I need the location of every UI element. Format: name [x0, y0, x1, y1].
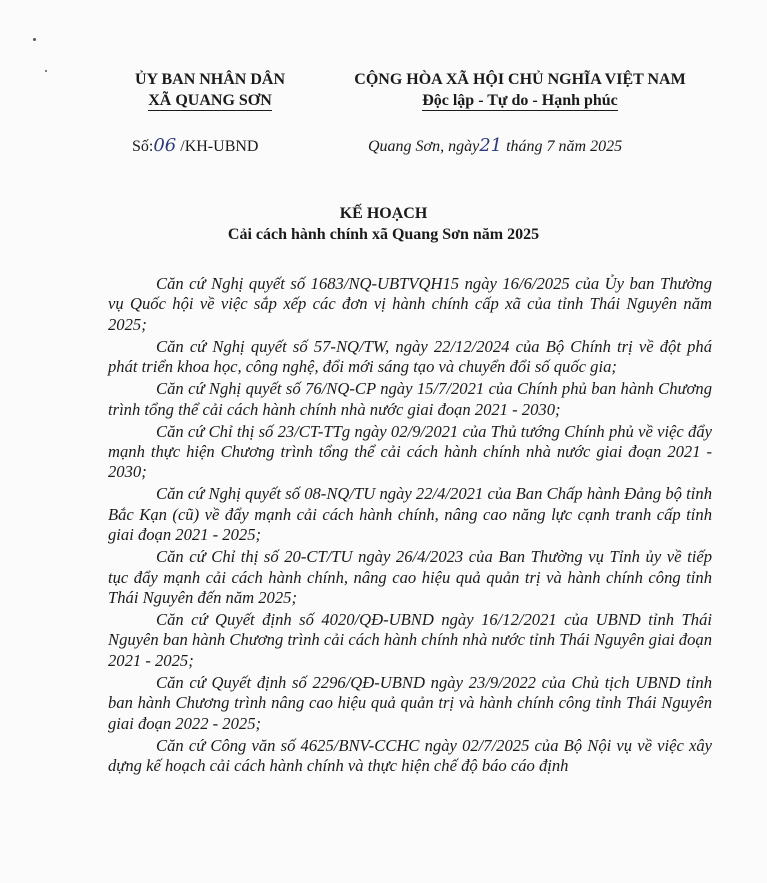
issuing-agency — [110, 69, 310, 111]
commune-name: XÃ QUANG SƠN — [148, 92, 272, 109]
document-body — [108, 274, 712, 778]
date-rest: tháng 7 năm 2025 — [506, 138, 623, 155]
legal-basis-paragraph: Căn cứ Công văn số 4625/BNV-CCHC ngày 02/7/2025 của Bộ Nội vụ về việc xây dựng kế hoạch cải cách hành chính và thực hiện chế độ báo cáo định — [108, 735, 712, 776]
legal-basis-paragraph: Căn cứ Nghị quyết số 1683/NQ-UBTVQH15 ngày 16/6/2025 của Ủy ban Thường vụ Quốc hội về việc sắp xếp các đơn vị hành chính cấp xã của tỉnh Thái Nguyên năm 2025; — [108, 274, 712, 334]
legal-basis-paragraph: Căn cứ Nghị quyết số 76/NQ-CP ngày 15/7/2021 của Chính phủ ban hành Chương trình tổng thể cải cách hành chính nhà nước giai đoạn 2021 - 2030; — [108, 379, 712, 419]
national-title: CỘNG HÒA XÃ HỘI CHỦ NGHĨA VIỆT NAM — [354, 71, 686, 88]
number-prefix: Số: — [132, 138, 154, 155]
scan-speck — [45, 70, 47, 72]
handwritten-day: 21 — [479, 135, 503, 156]
legal-basis-paragraph: Căn cứ Quyết định số 2296/QĐ-UBND ngày 23/9/2022 của Chủ tịch UBND tỉnh ban hành Chương trình nâng cao hiệu quả quản trị và hành chính công tỉnh Thái Nguyên giai đoạn 2022 - 2025; — [108, 672, 712, 733]
title-main: KẾ HOẠCH — [339, 205, 428, 222]
date-place: Quang Sơn, ngày — [368, 138, 480, 155]
legal-basis-paragraph: Căn cứ Nghị quyết số 57-NQ/TW, ngày 22/12/2024 của Bộ Chính trị về đột phá phát triển khoa học, công nghệ, đổi mới sáng tạo và chuyển đổi số quốc gia; — [108, 336, 712, 377]
legal-basis-paragraph: Căn cứ Chỉ thị số 23/CT-TTg ngày 02/9/2021 của Thủ tướng Chính phủ về việc đẩy mạnh thực hiện Chương trình tổng thể cải cách hành chính nhà nước giai đoạn 2021 - 2030; — [108, 421, 712, 482]
date-line — [368, 135, 622, 156]
title-sub: Cải cách hành chính xã Quang Sơn năm 2025 — [227, 226, 540, 243]
legal-basis-paragraph: Căn cứ Chỉ thị số 20-CT/TU ngày 26/4/2023 của Ban Thường vụ Tỉnh ủy về tiếp tục đẩy mạnh cải cách hành chính, nâng cao hiệu quả quản trị và hành chính công tỉnh Thái Nguyên đến năm 2025; — [108, 547, 712, 608]
document-title — [0, 203, 767, 245]
agency-name: ỦY BAN NHÂN DÂN — [134, 71, 286, 88]
handwritten-number: 06 — [153, 135, 177, 156]
document-number — [132, 135, 258, 156]
national-motto: Độc lập - Tự do - Hạnh phúc — [422, 92, 618, 109]
legal-basis-paragraph: Căn cứ Nghị quyết số 08-NQ/TU ngày 22/4/2021 của Ban Chấp hành Đảng bộ tỉnh Bắc Kạn (cũ) về đẩy mạnh cải cách hành chính, nâng cao năng lực cạnh tranh cấp tỉnh giai đoạn 2021 - 2025; — [108, 484, 712, 545]
national-header — [320, 69, 720, 111]
scan-speck — [33, 38, 36, 41]
number-suffix: /KH-UBND — [180, 138, 259, 155]
legal-basis-paragraph: Căn cứ Quyết định số 4020/QĐ-UBND ngày 16/12/2021 của UBND tỉnh Thái Nguyên ban hành Chương trình cải cách hành chính nhà nước tỉnh Thái Nguyên giai đoạn 2021 - 2025; — [108, 610, 712, 670]
